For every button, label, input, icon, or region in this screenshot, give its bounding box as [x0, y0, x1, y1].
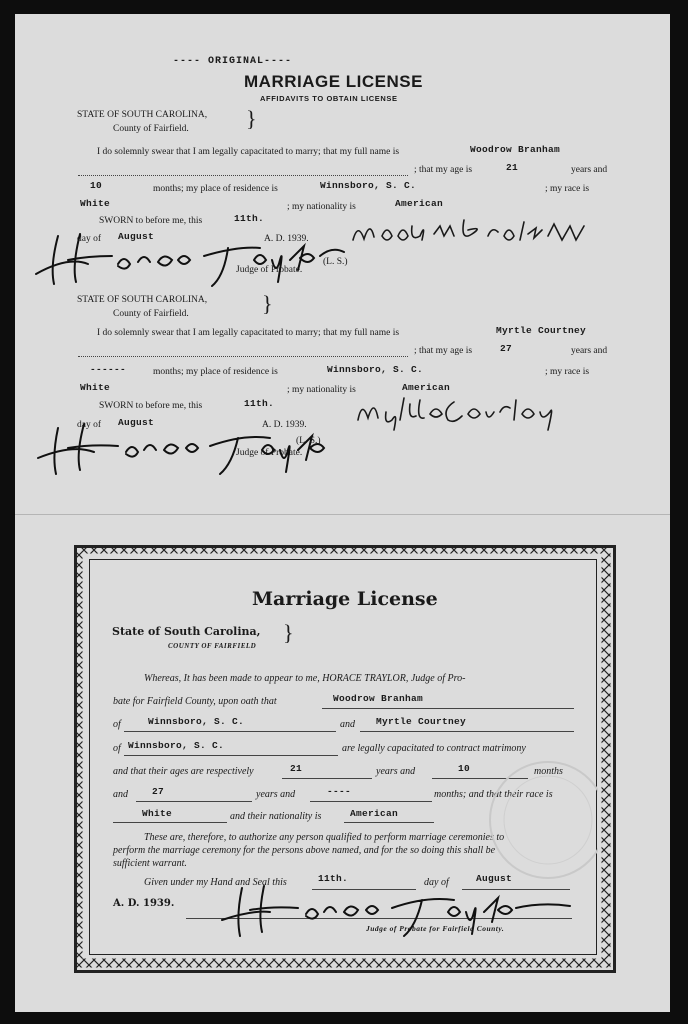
groom-months-residence: months; my place of residence is: [153, 184, 278, 194]
groom-residence-line: [124, 731, 336, 732]
certificate-of-1: of: [113, 719, 121, 730]
certificate-of-2: of: [113, 743, 121, 754]
groom-county: County of Fairfield.: [113, 124, 189, 134]
bride-applicant-signature: [354, 390, 564, 432]
bride-sworn-day: 11th.: [244, 398, 275, 409]
certificate-paragraph-2-line-2: perform the marriage ceremony for the persons above named, and for the so doing this shall be: [113, 845, 496, 856]
bride-judge-caption: Judge of Probate.: [236, 448, 303, 458]
bride-nationality: American: [402, 382, 451, 393]
race-line: [113, 822, 227, 823]
certificate-paragraph-2-line-1: These are, therefore, to authorize any person qualified to perform marriage ceremonies to: [144, 832, 505, 843]
original-label: ---- ORIGINAL----: [173, 56, 293, 67]
bride-residence-line: [124, 755, 338, 756]
fold-line: [15, 514, 670, 515]
groom-nationality-text: ; my nationality is: [287, 202, 356, 212]
certificate-and-2: and: [113, 789, 128, 800]
bride-age-text: ; that my age is: [414, 346, 473, 356]
certificate-months: months: [534, 766, 563, 777]
bride-years-and: years and: [571, 346, 608, 356]
bride-months-line: [310, 801, 432, 802]
groom-sworn-day: 11th.: [234, 213, 265, 224]
page-title: MARRIAGE LICENSE: [244, 72, 423, 91]
groom-ls: (L. S.): [323, 257, 348, 267]
groom-nationality: American: [395, 198, 444, 209]
bride-state: STATE OF SOUTH CAROLINA,: [77, 295, 208, 305]
bride-day-of: day of: [77, 420, 102, 430]
certificate-ages-text: and that their ages are respectively: [113, 766, 254, 777]
certificate-ad: A. D. 1939.: [113, 898, 175, 909]
bride-brace: }: [262, 291, 273, 316]
bride-race-text: ; my race is: [545, 367, 590, 377]
bride-months: ------: [90, 364, 127, 375]
groom-judge-signature: [28, 226, 348, 288]
certificate-paragraph-2-line-3: sufficient warrant.: [113, 858, 187, 869]
certificate-county: COUNTY OF FAIRFIELD: [168, 642, 257, 650]
certificate-years-and: years and: [376, 766, 416, 777]
certificate-day-of: day of: [424, 877, 449, 888]
certificate-line-1: Whereas, It has been made to appear to me, HORACE TRAYLOR, Judge of Pro-: [144, 673, 466, 684]
groom-name: Woodrow Branham: [470, 144, 561, 155]
groom-state: STATE OF SOUTH CAROLINA,: [77, 110, 208, 120]
groom-line: [322, 708, 574, 709]
certificate-bride-months: ----: [327, 786, 352, 797]
groom-judge-caption: Judge of Probate.: [236, 265, 303, 275]
groom-years-and: years and: [571, 165, 608, 175]
bride-month: August: [118, 417, 155, 428]
certificate-brace: }: [283, 620, 294, 645]
bride-judge-signature: [32, 416, 362, 478]
certificate-line-2: bate for Fairfield County, upon oath that: [113, 696, 277, 707]
groom-race-text: ; my race is: [545, 184, 590, 194]
bride-name-line: [78, 356, 408, 357]
certificate-race: White: [142, 808, 173, 819]
groom-brace: }: [246, 106, 257, 131]
certificate-and-1: and: [340, 719, 355, 730]
certificate-groom-residence: Winnsboro, S. C.: [148, 716, 245, 727]
bride-line: [360, 731, 574, 732]
groom-race: White: [80, 198, 111, 209]
certificate-title: Marriage License: [252, 588, 438, 610]
groom-residence: Winnsboro, S. C.: [320, 180, 417, 191]
bride-name: Myrtle Courtney: [496, 325, 587, 336]
certificate-years-and-2: years and: [256, 789, 296, 800]
certificate-state: State of South Carolina,: [112, 625, 261, 638]
certificate-groom: Woodrow Branham: [333, 693, 424, 704]
certificate-bride: Myrtle Courtney: [376, 716, 467, 727]
certificate-given-month: August: [476, 873, 513, 884]
embossed-seal: [478, 740, 598, 890]
page-subtitle: AFFIDAVITS TO OBTAIN LICENSE: [260, 94, 398, 103]
bride-age: 27: [500, 343, 513, 354]
bride-ad: A. D. 1939.: [262, 420, 307, 430]
bride-oath-text: I do solemnly swear that I am legally capacitated to marry; that my full name is: [97, 328, 400, 338]
groom-age-line: [282, 778, 372, 779]
bride-age-line: [136, 801, 252, 802]
groom-day-of: day of: [77, 234, 102, 244]
groom-age-text: ; that my age is: [414, 165, 473, 175]
groom-sworn-text: SWORN to before me, this: [99, 216, 203, 226]
bride-nationality-text: ; my nationality is: [287, 385, 356, 395]
bride-county: County of Fairfield.: [113, 309, 189, 319]
groom-applicant-signature: [348, 212, 608, 252]
bride-ls: (L. S.): [296, 436, 321, 446]
certificate-months-race: months; and that their race is: [434, 789, 553, 800]
certificate-capacitated: are legally capacitated to contract matrimony: [342, 743, 526, 754]
groom-ad: A. D. 1939.: [264, 234, 309, 244]
groom-months: 10: [90, 180, 103, 191]
certificate-given-day: 11th.: [318, 873, 349, 884]
groom-name-line: [78, 175, 408, 176]
groom-oath-text: I do solemnly swear that I am legally capacitated to marry; that my full name is: [97, 147, 400, 157]
bride-months-residence: months; my place of residence is: [153, 367, 278, 377]
certificate-groom-age: 21: [290, 763, 303, 774]
groom-month: August: [118, 231, 155, 242]
certificate-given-text: Given under my Hand and Seal this: [144, 877, 287, 888]
certificate-nationality: American: [350, 808, 399, 819]
bride-race: White: [80, 382, 111, 393]
certificate-judge-caption: Judge of Probate for Fairfield County.: [366, 924, 505, 933]
certificate-groom-months: 10: [458, 763, 471, 774]
bride-residence: Winnsboro, S. C.: [327, 364, 424, 375]
certificate-bride-age: 27: [152, 786, 165, 797]
certificate-bride-residence: Winnsboro, S. C.: [128, 740, 225, 751]
groom-age: 21: [506, 162, 519, 173]
bride-sworn-text: SWORN to before me, this: [99, 401, 203, 411]
certificate-nationality-text: and their nationality is: [230, 811, 322, 822]
nationality-line: [344, 822, 434, 823]
